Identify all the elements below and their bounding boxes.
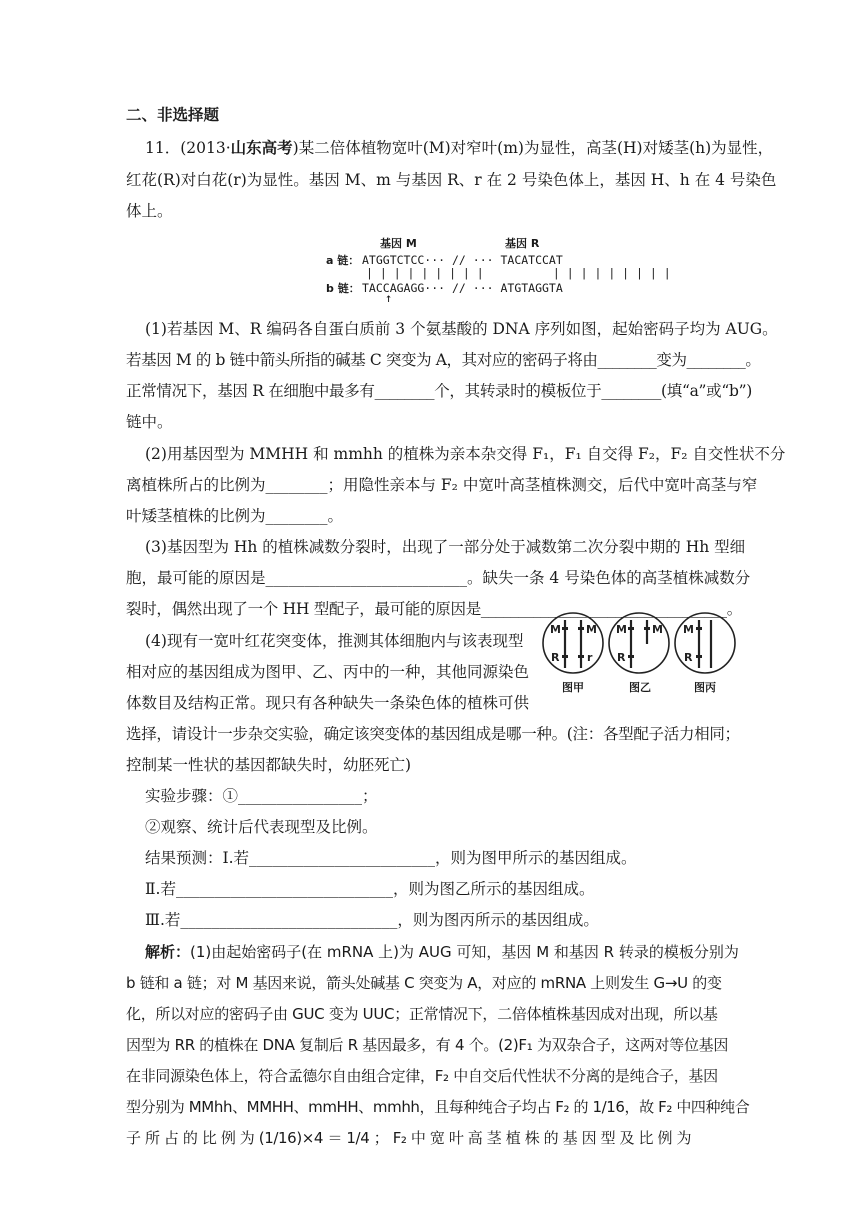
part1-line1: (1)若基因 M、R 编码各自蛋白质前 3 个氨基酸的 DNA 序列如图，起始密码子均为 AUG。 xyxy=(145,320,778,338)
part4-line4: 选择，请设计一步杂交实验，确定该突变体的基因组成是哪一种。(注：各型配子活力相同； xyxy=(126,725,740,743)
caption-jia: 图甲 xyxy=(562,681,584,694)
figure-jia xyxy=(543,613,603,673)
prediction-3: Ⅲ.若____________________________，则为图丙所示的基因组成。 xyxy=(145,911,599,929)
section-title: 二、非选择题 xyxy=(126,105,220,124)
part1-line4: 链中。 xyxy=(126,413,173,431)
analysis-line1-text: (1)由起始密码子(在 mRNA 上)为 AUG 可知，基因 M 和基因 R 转录的模板分别为 xyxy=(190,943,739,961)
gene-r-label: 基因 R xyxy=(505,237,540,250)
b-chain-label: b 链： xyxy=(326,282,360,295)
part4-line2: 相对应的基因组成为图甲、乙、丙中的一种，其他同源染色 xyxy=(126,663,530,681)
q11-line2: 红花(R)对白花(r)为显性。基因 M、m 与基因 R、r 在 2 号染色体上，基因 H、h 在 4 号染色 xyxy=(126,171,777,189)
step2: ②观察、统计后代表现型及比例。 xyxy=(145,818,378,836)
jia-br-label: r xyxy=(587,651,593,664)
part3-line3: 裂时，偶然出现了一个 HH 型配子，最可能的原因是_________________________________。 xyxy=(126,600,742,618)
caption-bing: 图丙 xyxy=(694,681,716,694)
jia-bl-label: R xyxy=(551,651,560,664)
b-chain-sequence: TACCAGAGG··· // ··· ATGTAGGTA xyxy=(362,281,563,295)
q11-line1-rest: )某二倍体植物宽叶(M)对窄叶(m)为显性，高茎(H)对矮茎(h)为显性， xyxy=(292,139,774,157)
q11-line1 xyxy=(145,133,774,163)
part4-line5: 控制某一性状的基因都缺失时，幼胚死亡) xyxy=(126,756,412,774)
gene-m-label: 基因 M xyxy=(380,237,417,250)
prediction-2: Ⅱ.若____________________________，则为图乙所示的基因组成。 xyxy=(145,880,595,898)
base-pair-bars: | | | | | | | | | | | | | | | | | | xyxy=(366,266,671,280)
figure-yi xyxy=(609,613,669,673)
bing-tl-label: M xyxy=(683,623,694,636)
yi-tl-label: M xyxy=(616,623,627,636)
analysis-line1 xyxy=(145,937,761,967)
part1-line3: 正常情况下，基因 R 在细胞中最多有________个，其转录时的模板位于________(填“a”或“b”) xyxy=(126,382,752,400)
part2-line2: 离植株所占的比例为________；用隐性亲本与 F₂ 中宽叶高茎植株测交，后代中宽叶高茎与窄 xyxy=(126,476,758,494)
yi-bl-label: R xyxy=(617,651,626,664)
part4-line3: 体数目及结构正常。现只有各种缺失一条染色体的植株可供 xyxy=(126,694,530,712)
q11-number: 11．(2013· xyxy=(145,139,231,157)
mutation-arrow-icon: ↑ xyxy=(385,291,393,305)
analysis-line3: 化，所以对应的密码子由 GUC 变为 UUC；正常情况下，二倍体植株基因成对出现，所以基 xyxy=(126,1005,718,1023)
part3-line1: (3)基因型为 Hh 的植株减数分裂时，出现了一部分处于减数第二次分裂中期的 Hh 型细 xyxy=(145,538,746,556)
analysis-line6: 型分别为 MMhh、MMHH、mmHH、mmhh，且每种纯合子均占 F₂ 的 1/16，故 F₂ 中四种纯合 xyxy=(126,1098,750,1116)
prediction-1: 结果预测：Ⅰ.若________________________，则为图甲所示的基因组成。 xyxy=(145,849,637,867)
figure-bing xyxy=(675,613,735,673)
jia-tr-label: M xyxy=(586,623,597,636)
q11-source: 山东高考 xyxy=(230,138,293,157)
a-chain-label: a 链： xyxy=(326,254,360,267)
analysis-line5: 在非同源染色体上，符合孟德尔自由组合定律，F₂ 中自交后代性状不分离的是纯合子，基因 xyxy=(126,1067,718,1085)
bing-bl-label: R xyxy=(684,651,693,664)
part4-line1: (4)现有一宽叶红花突变体，推测其体细胞内与该表现型 xyxy=(145,632,524,650)
analysis-label: 解析： xyxy=(145,943,191,961)
jia-tl-label: M xyxy=(550,623,561,636)
yi-tr-label: M xyxy=(652,623,663,636)
caption-yi: 图乙 xyxy=(629,681,651,694)
a-chain-sequence: ATGGTCTCC··· // ··· TACATCCAT xyxy=(362,253,563,267)
step1: 实验步骤：①________________； xyxy=(145,787,378,805)
part2-line1: (2)用基因型为 MMHH 和 mmhh 的植株为亲本杂交得 F₁，F₁ 自交得 F₂，F₂ 自交性状不分 xyxy=(145,445,786,463)
analysis-line2: b 链和 a 链；对 M 基因来说，箭头处碱基 C 突变为 A，对应的 mRNA 上则发生 G→U 的变 xyxy=(126,974,722,992)
analysis-line4: 因型为 RR 的植株在 DNA 复制后 R 基因最多，有 4 个。(2)F₁ 为双杂合子，这两对等位基因 xyxy=(126,1036,729,1054)
part3-line2: 胞，最可能的原因是__________________________。缺失一条 4 号染色体的高茎植株减数分 xyxy=(126,569,751,587)
analysis-line7: 子 所 占 的 比 例 为 (1/16)×4 ＝ 1/4 ； F₂ 中 宽 叶 高 茎 植 株 的 基 因 型 及 比 例 为 xyxy=(126,1129,692,1147)
q11-line3: 体上。 xyxy=(126,202,173,220)
part1-line2: 若基因 M 的 b 链中箭头所指的碱基 C 突变为 A，其对应的密码子将由________变为________。 xyxy=(126,351,761,369)
part2-line3: 叶矮茎植株的比例为________。 xyxy=(126,507,344,525)
